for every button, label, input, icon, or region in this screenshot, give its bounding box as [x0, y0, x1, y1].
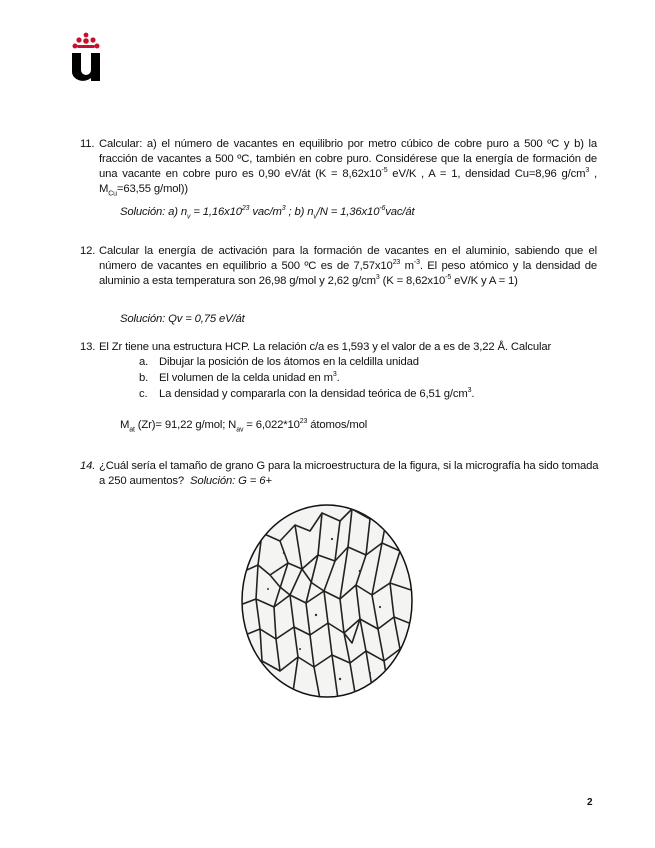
- problem-number: 13.: [80, 341, 96, 353]
- constants-line: $M_{at}$ (Zr)= 91,22 g/mol; $N_{av} = 6,022*10^{23}$ átomos/mol: [120, 418, 368, 434]
- solution: Solución: G = 6+: [190, 475, 272, 487]
- solution: Solución: a) $n_v = 1,16x10^{23}$ vac/$m^3$ ; b) $n_v/N$ = $1,36x10^{-6}vac/át$: [120, 205, 415, 221]
- problem-text: ¿Cuál sería el tamaño de grano G para la microestructura de la figura, si la micrografía ha sido tomada a 250 aumentos? Solución: G = 6+: [99, 460, 599, 487]
- problem-number: 12.: [80, 245, 96, 257]
- problem-text: Calcular: a) el número de vacantes en equilibrio por metro cúbico de cobre puro a 500 ºC y b) la fracción de vacantes a 500 ºC, también en cobre puro. Considérese que la energía de formación de una vacante en cobre puro es 0,90 eV/át ($K = 8,62x10^{-5}$ eV/K , A = 1, densidad Cu=8,96 $g/cm^3$ , $M_{Cu}=63,55$ g/mol)): [99, 138, 598, 198]
- page-number: 2: [587, 797, 593, 808]
- grain-micrograph: [240, 503, 414, 699]
- solution: Solución: Qv = 0,75 eV/át: [120, 313, 245, 325]
- university-logo: [66, 31, 106, 83]
- problem-text: Calcular la energía de activación para la formación de vacantes en el aluminio, sabiendo que el número de vacantes en equilibrio a 500 ºC es de $7,57x10^{23}$ $m^{-3}$. El peso atómico y la densidad de aluminio a esta temperatura son 26,98 g/mol y 2,62 $g/cm^3$ ($K = 8,62x10^{-5}$ eV/K y A = 1): [99, 245, 598, 287]
- problem-text: El Zr tiene una estructura HCP. La relación c/a es 1,593 y el valor de a es de 3,22 Å. Calcular: [99, 341, 552, 353]
- problem-number: 14.: [80, 460, 96, 472]
- problem-number: 11.: [80, 138, 95, 150]
